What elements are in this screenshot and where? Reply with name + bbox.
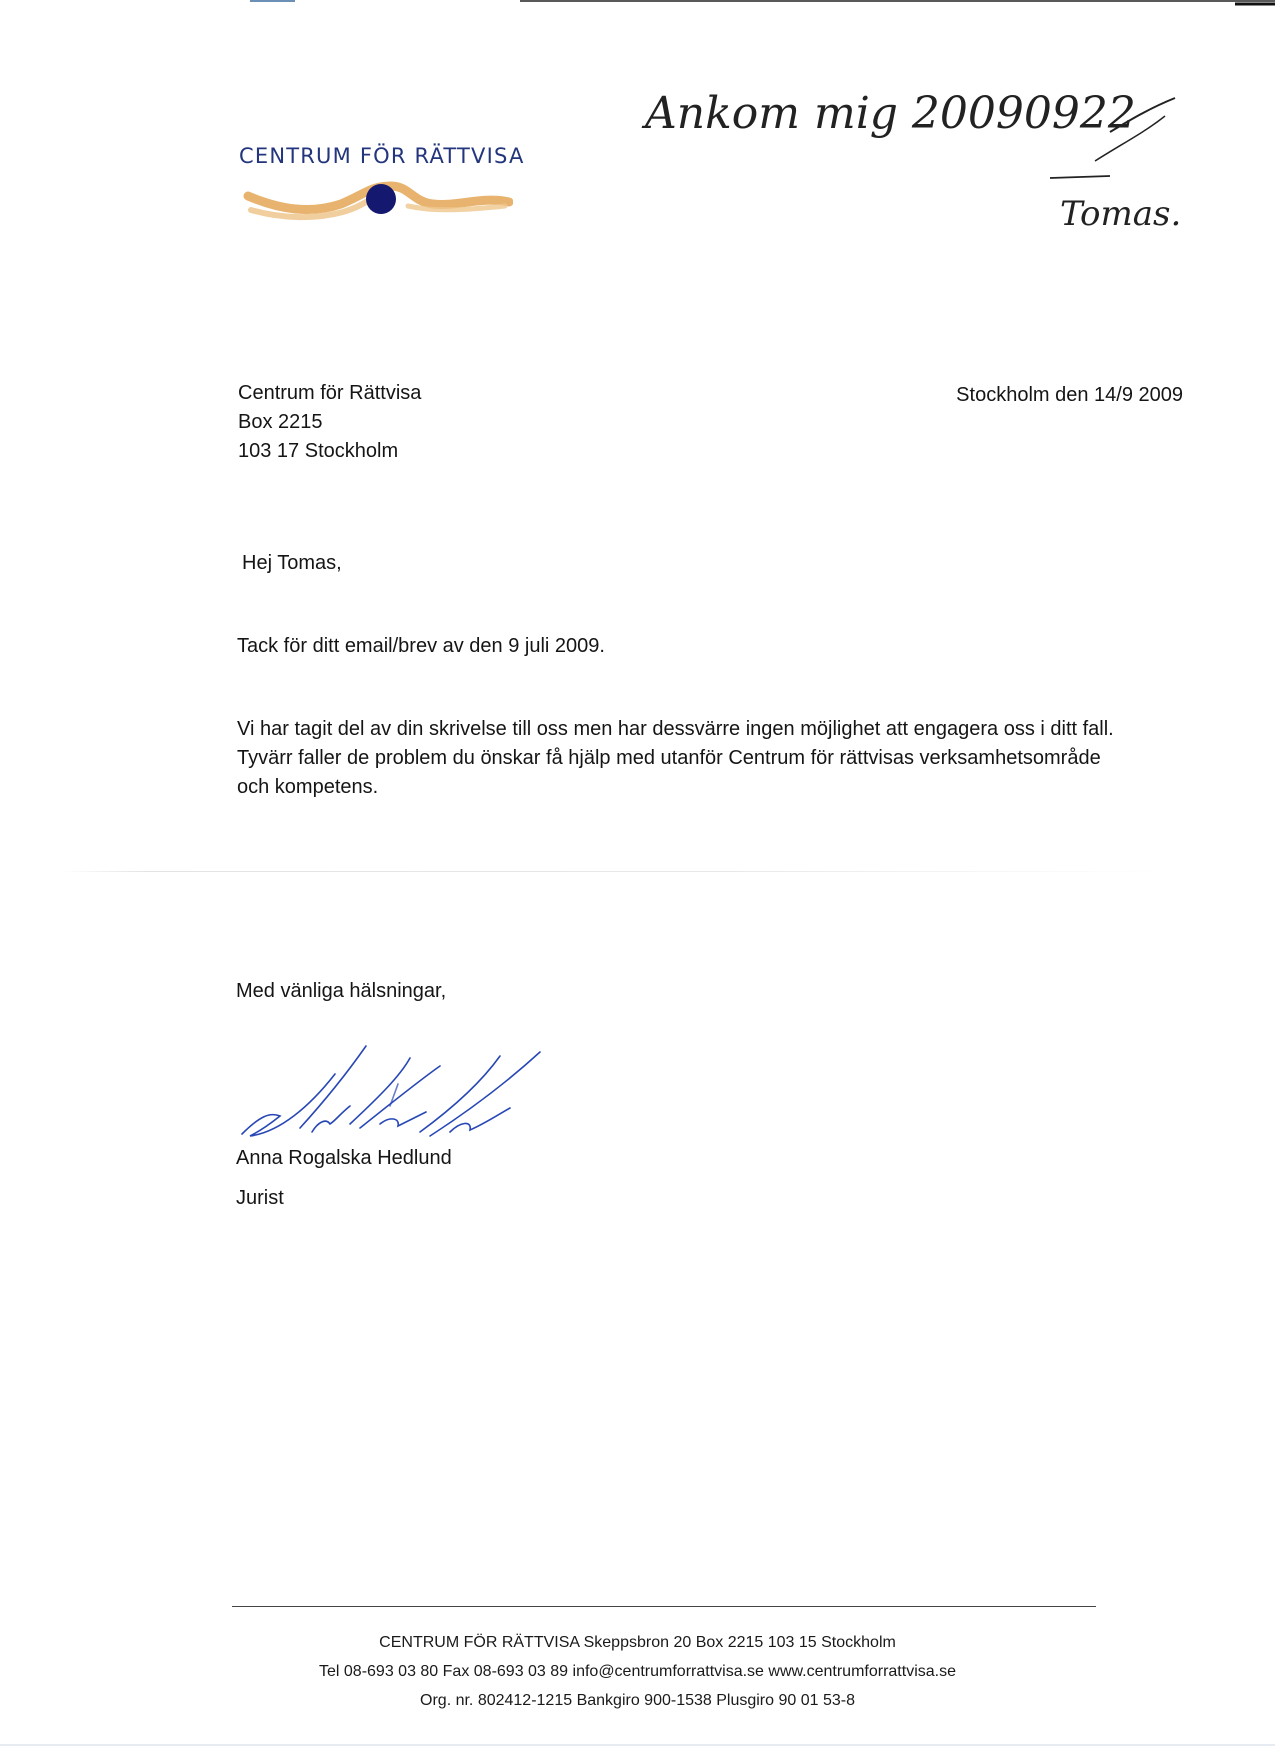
sender-city: 103 17 Stockholm <box>238 440 399 462</box>
scan-edge-bottom <box>0 1744 1275 1746</box>
eye-logo-icon <box>243 180 513 226</box>
handwritten-received-note <box>640 70 1200 250</box>
closing-line: Med vänliga hälsningar, <box>236 980 447 1002</box>
scan-edge-top <box>0 0 1275 6</box>
handwritten-line-ankom: Ankom mig 20090922 <box>645 88 1136 139</box>
body-paragraph-2-text: Vi har tagit del av din skrivelse till oss men har dessvärre ingen möjlighet att engagera oss i ditt fall. Tyvärr faller de problem du önskar få hjälp med utanför Centrum för rättvisas verksamhetsområde och kompetens. <box>237 718 1114 798</box>
letter-date: Stockholm den 14/9 2009 <box>956 384 1183 406</box>
handwritten-line-name: Tomas. <box>1060 194 1182 234</box>
signer-name: Anna Rogalska Hedlund <box>236 1147 452 1169</box>
footer-divider <box>232 1606 1096 1607</box>
footer-registration: Org. nr. 802412-1215 Bankgiro 900-1538 Plusgiro 90 01 53-8 <box>420 1692 855 1709</box>
footer-address: CENTRUM FÖR RÄTTVISA Skeppsbron 20 Box 2215 103 15 Stockholm <box>379 1634 896 1651</box>
logo-wordmark: CENTRUM FÖR RÄTTVISA <box>239 144 525 168</box>
body-paragraph-2 <box>237 715 1117 802</box>
paper-fold-line <box>60 871 1160 872</box>
sender-box: Box 2215 <box>238 411 323 433</box>
body-paragraph-1: Tack för ditt email/brev av den 9 juli 2009. <box>237 635 605 657</box>
sender-address <box>238 379 421 466</box>
footer-contact: Tel 08-693 03 80 Fax 08-693 03 89 info@centrumforrattvisa.se www.centrumforrattvisa.se <box>319 1663 956 1680</box>
signer-title: Jurist <box>236 1187 284 1209</box>
sender-name: Centrum för Rättvisa <box>238 382 422 404</box>
greeting: Hej Tomas, <box>242 552 342 574</box>
handwritten-signature <box>240 1036 580 1146</box>
